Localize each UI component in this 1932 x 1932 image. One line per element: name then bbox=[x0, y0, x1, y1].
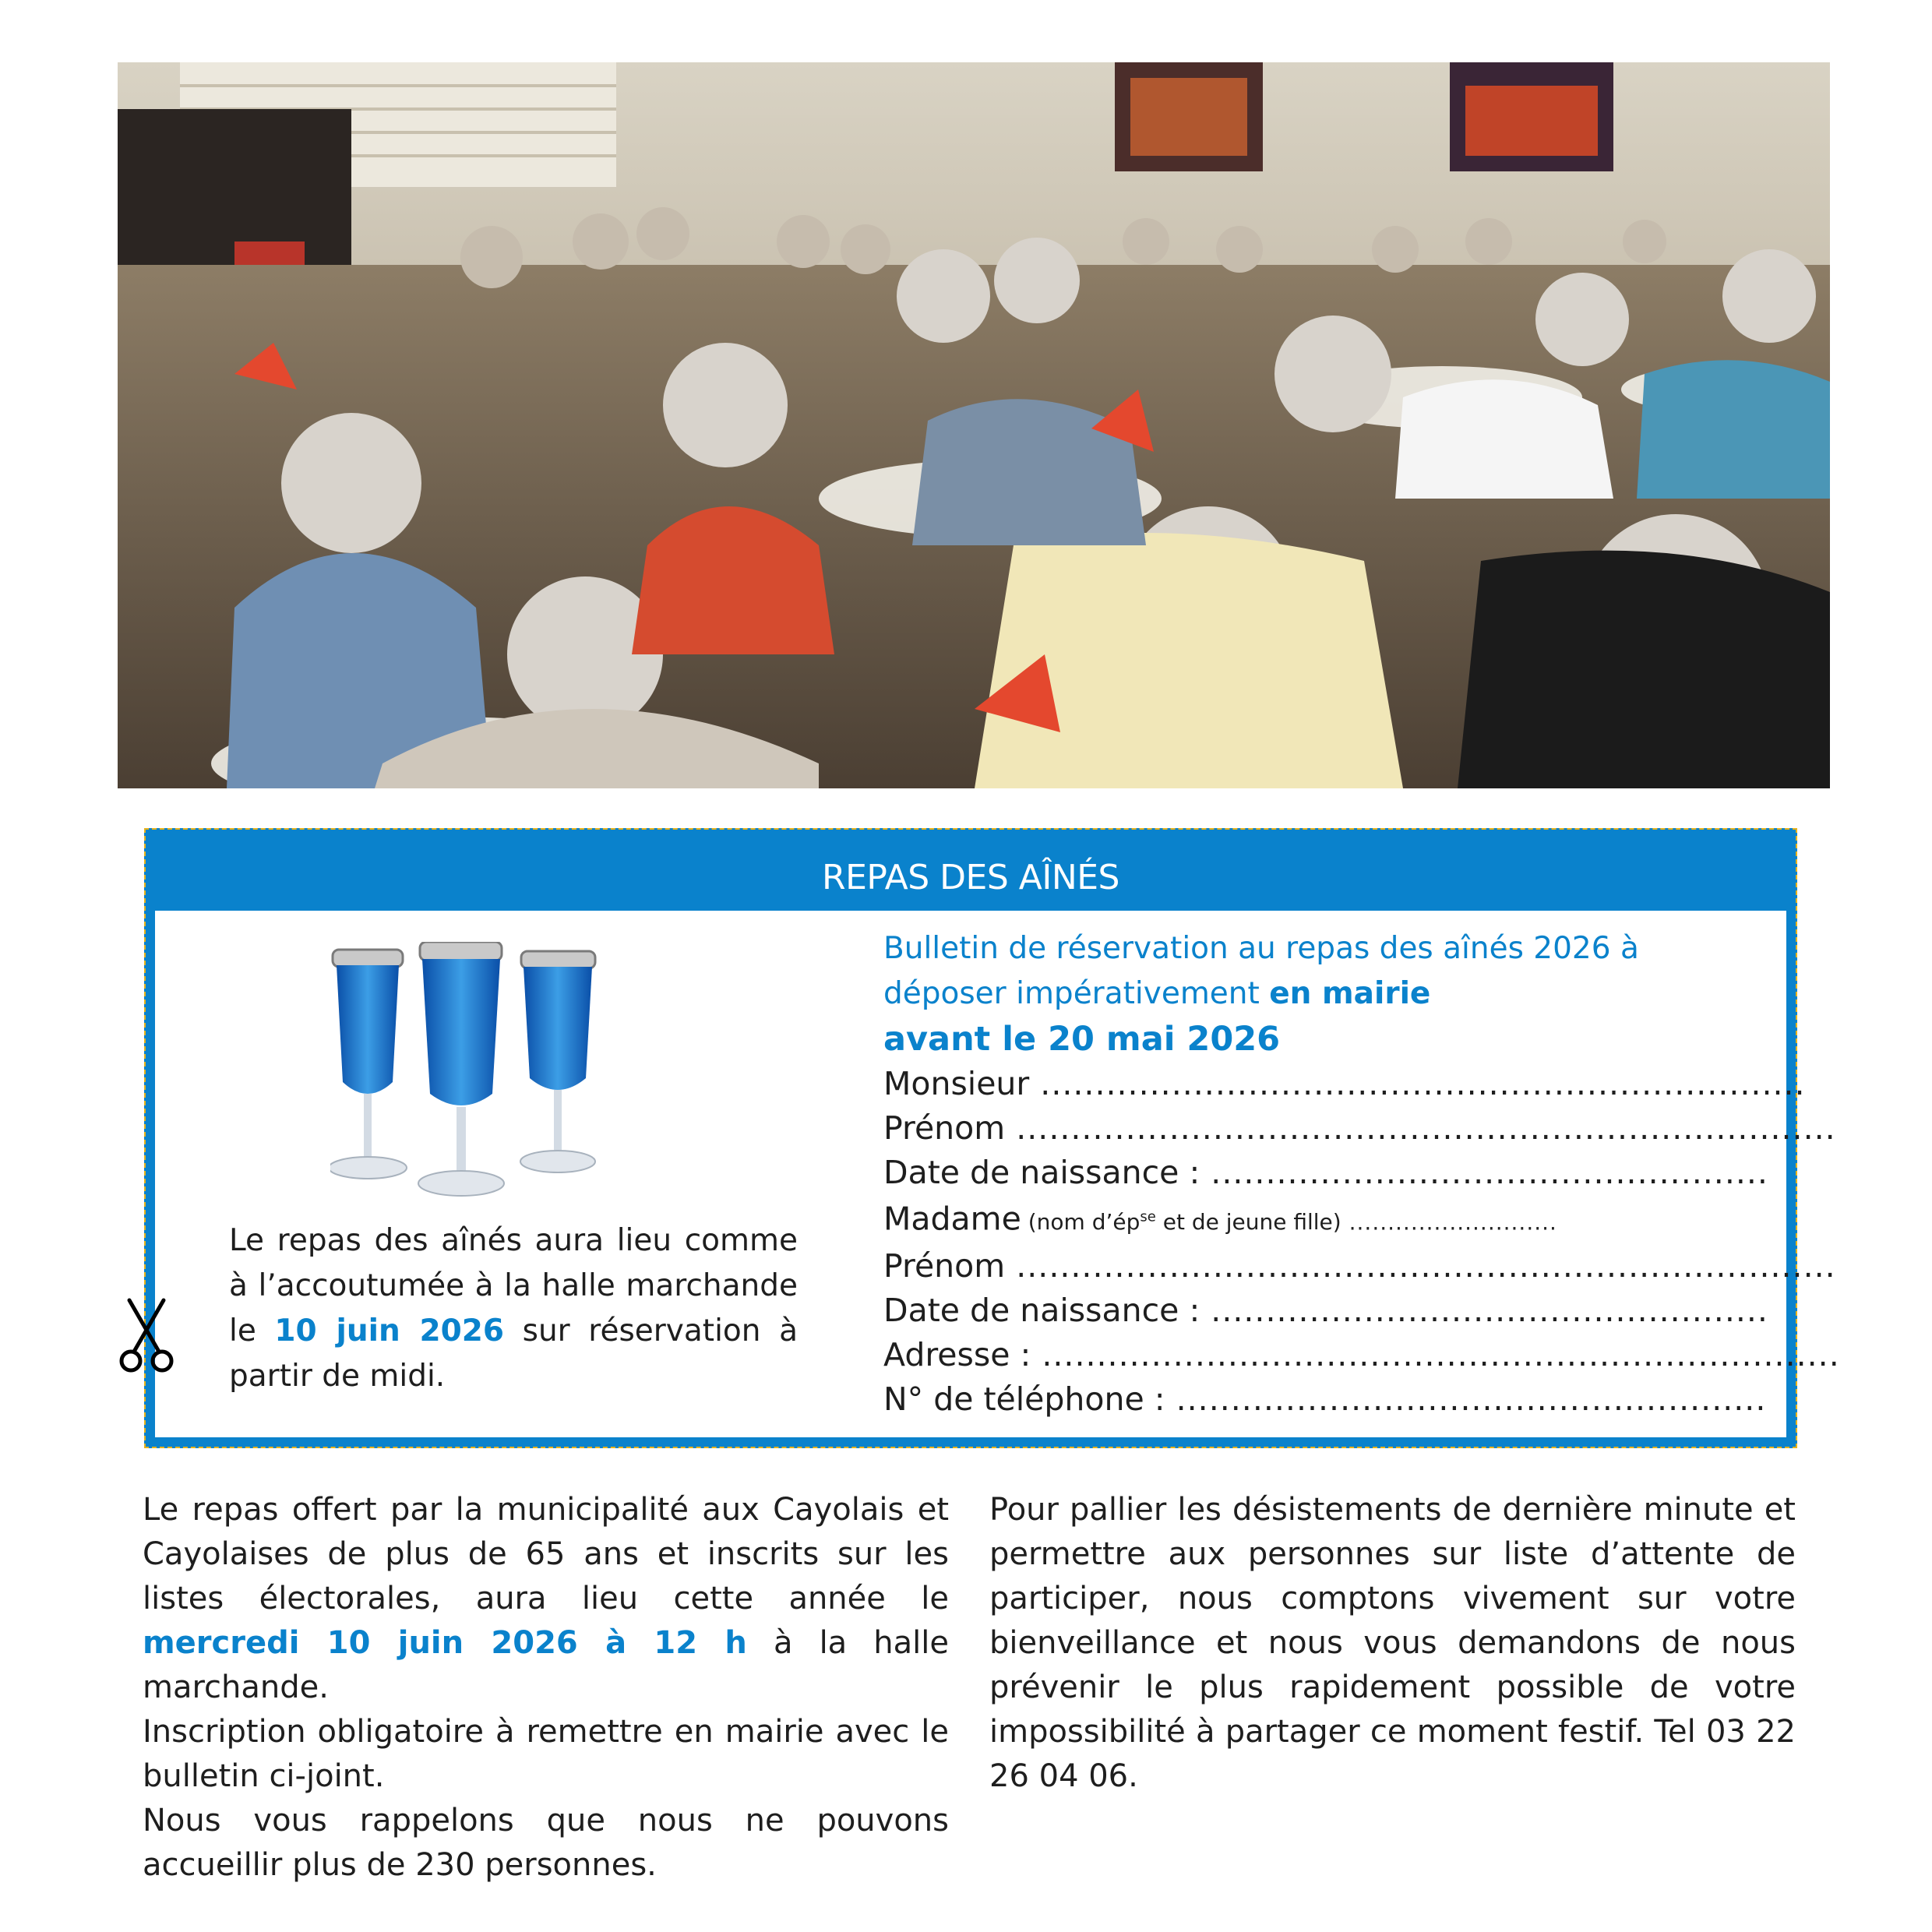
field-label: Date de naissance : bbox=[883, 1292, 1200, 1330]
field-label: N° de téléphone : bbox=[883, 1380, 1165, 1419]
field-note-sup: se bbox=[1140, 1209, 1156, 1225]
banquet-photo bbox=[118, 62, 1830, 788]
field-prenom-madame[interactable] bbox=[883, 1244, 1836, 1289]
intro-text-start: Le repas des aînés aura lieu comme à l’accoutumée à la halle marchande le bbox=[229, 1223, 798, 1349]
field-madame[interactable] bbox=[883, 1195, 1756, 1244]
scissors-icon bbox=[118, 1297, 175, 1375]
field-label: Monsieur bbox=[883, 1065, 1030, 1102]
form-heading bbox=[883, 926, 1756, 1017]
field-blank: ................................................... bbox=[1200, 1154, 1768, 1191]
field-note bbox=[1021, 1209, 1341, 1235]
paragraph-registration: Inscription obligatoire à remettre en mairie avec le bulletin ci-joint. bbox=[143, 1714, 949, 1794]
info-column-left bbox=[143, 1488, 949, 1888]
field-note-start: (nom d’ép bbox=[1021, 1209, 1141, 1236]
info-column-right bbox=[989, 1488, 1796, 1799]
paragraph-capacity: Nous vous rappelons que nous ne pouvons accueillir plus de 230 personnes. bbox=[143, 1803, 949, 1883]
card-body bbox=[155, 911, 1840, 1437]
field-label: Prénom bbox=[883, 1247, 1006, 1285]
field-prenom-monsieur[interactable] bbox=[883, 1106, 1836, 1151]
reservation-form bbox=[883, 926, 1840, 1422]
field-phone[interactable] bbox=[883, 1377, 1767, 1422]
form-deadline: avant le 20 mai 2026 bbox=[883, 1020, 1281, 1059]
field-label: Adresse : bbox=[883, 1336, 1031, 1374]
paragraph-cancellation: Pour pallier les désistements de dernière minute et permettre aux personnes sur liste d’attente de participer, nous comptons vivement sur votre bienveillance et nous vous demandons de nous prévenir le plus rapidement possible de votre impossibilité à partager ce moment festif. Tel 03 22 26 04 06. bbox=[989, 1492, 1796, 1794]
field-blank: ........................................................................... bbox=[1005, 1109, 1836, 1147]
card-title: REPAS DES AÎNÉS bbox=[822, 857, 1119, 897]
field-note-end: et de jeune fille) bbox=[1155, 1209, 1341, 1236]
champagne-glasses-icon bbox=[330, 942, 599, 1207]
event-datetime: mercredi 10 juin 2026 à 12 h bbox=[143, 1625, 747, 1661]
field-blank: ......................................................................... bbox=[1031, 1336, 1840, 1374]
field-label: Prénom bbox=[883, 1109, 1006, 1147]
field-label: Date de naissance : bbox=[883, 1154, 1200, 1191]
field-blank: ........................... bbox=[1341, 1209, 1557, 1236]
field-address[interactable] bbox=[883, 1333, 1840, 1377]
paragraph-invitation bbox=[143, 1488, 949, 1710]
field-blank: ........................................................................... bbox=[1005, 1247, 1836, 1285]
field-birthdate-madame[interactable] bbox=[883, 1289, 1768, 1333]
paragraph-invitation-end: à la halle marchande. bbox=[143, 1625, 949, 1705]
intro-text-end: sur réservation à partir de midi. bbox=[229, 1313, 798, 1394]
banquet-photo-illustration bbox=[118, 62, 1830, 788]
field-birthdate-monsieur[interactable] bbox=[883, 1151, 1768, 1195]
field-label: Madame bbox=[883, 1200, 1021, 1238]
form-heading-text: Bulletin de réservation au repas des aînés 2026 à déposer impérativement bbox=[883, 931, 1639, 1011]
field-blank: ................................................... bbox=[1200, 1292, 1768, 1330]
intro-text bbox=[229, 1218, 798, 1399]
reservation-card bbox=[144, 828, 1840, 1448]
field-blank: ...................................................................... bbox=[1029, 1065, 1806, 1102]
event-date: 10 juin 2026 bbox=[274, 1313, 505, 1349]
field-blank: ...................................................... bbox=[1165, 1380, 1767, 1419]
paragraph-invitation-start: Le repas offert par la municipalité aux Cayolais et Cayolaises de plus de 65 ans et inscrits sur les listes électorales, aura lieu cette année le bbox=[143, 1492, 949, 1616]
form-heading-bold: en mairie bbox=[1269, 976, 1431, 1011]
field-monsieur[interactable] bbox=[883, 1062, 1806, 1106]
